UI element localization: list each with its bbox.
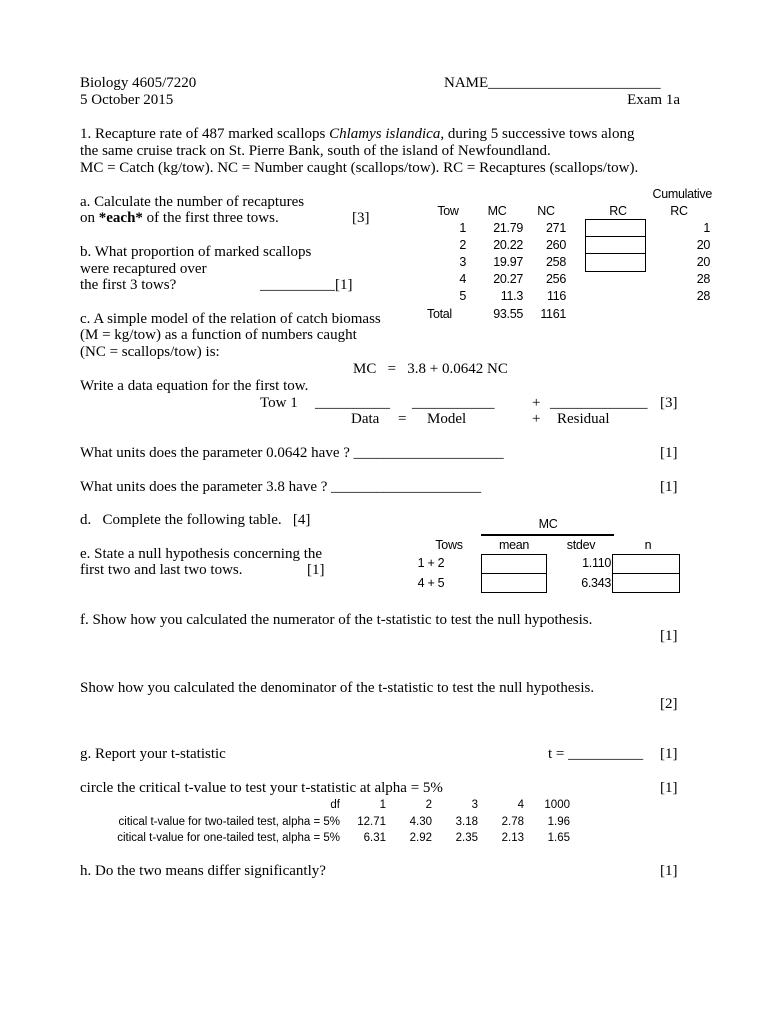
df-value: 2 [425,799,432,811]
n-input-box[interactable] [612,573,680,593]
question-b-line-1: b. What proportion of marked scallops [80,244,312,260]
data-equation-prompt: Write a data equation for the first tow. [80,378,309,394]
nc-value: 271 [546,221,566,235]
question-b-line-3: the first 3 tows? [80,277,177,293]
equals-sign: = [398,411,407,427]
course-code: Biology 4605/7220 [80,75,197,91]
units-question-1-marks: [1] [660,445,678,461]
critical-value-marks: [1] [660,780,678,796]
tow-header: Tow [437,204,459,218]
plus-sign: + [532,395,541,411]
units-question-2: What units does the parameter 3.8 have ? ____________________ [80,479,482,495]
t-statistic-answer[interactable]: t = __________ [548,746,644,762]
stdev-value: 6.343 [581,576,611,590]
mc-table-rule [481,534,614,536]
nc-value: 258 [546,255,566,269]
cumulative-rc-value: 20 [696,238,710,252]
model-blank[interactable]: ___________ [412,395,495,411]
question-e-line-1: e. State a null hypothesis concerning the [80,546,323,562]
question-d: d. Complete the following table. [4] [80,512,311,528]
question-c-line-2: (M = kg/tow) as a function of numbers caught [80,327,357,343]
question-e-line-2: first two and last two tows. [80,562,243,578]
data-label: Data [351,411,380,427]
mc-value: 20.22 [493,238,523,252]
question-a-text-a: on [80,210,99,226]
question-g-marks: [1] [660,746,678,762]
question-b-line-2: were recaptured over [80,261,207,277]
one-tailed-label: citical t-value for one-tailed test, alpha = 5% [117,832,340,844]
t-value[interactable]: 4.30 [409,816,432,828]
tows-header: Tows [435,538,463,552]
nc-value: 256 [546,272,566,286]
df-value: 1000 [544,799,570,811]
question-f-numerator: f. Show how you calculated the numerator of the t-statistic to test the null hypothesis. [80,612,593,628]
cumulative-rc-value: 20 [696,255,710,269]
question-c-line-1: c. A simple model of the relation of catch biomass [80,311,381,327]
t-value[interactable]: 2.35 [455,832,478,844]
two-tailed-label: citical t-value for two-tailed test, alpha = 5% [118,816,340,828]
tow-number: 4 [459,272,466,286]
mc-value: 21.79 [493,221,523,235]
cumulative-rc-value: 28 [696,272,710,286]
exam-label: Exam 1a [627,92,680,108]
nc-header: NC [537,204,555,218]
nc-value: 116 [546,289,566,303]
question-h: h. Do the two means differ significantly? [80,863,326,879]
df-value: 1 [379,799,386,811]
t-value[interactable]: 1.65 [547,832,570,844]
intro-text-a: 1. Recapture rate of 487 marked scallops [80,126,330,142]
question-a-text-b: of the first three tows. [142,210,279,226]
t-value[interactable]: 6.31 [363,832,386,844]
species-name: Chlamys islandica [329,126,441,142]
data-blank[interactable]: __________ [315,395,390,411]
intro-text-b: , during 5 successive tows along [440,126,635,142]
t-value[interactable]: 2.92 [409,832,432,844]
question-f-denominator: Show how you calculated the denominator of the t-statistic to test the null hypothesis. [80,680,595,696]
rc-header: RC [609,204,627,218]
question-f-denominator-marks: [2] [660,696,678,712]
n-input-box[interactable] [612,554,680,574]
residual-label: Residual [557,411,610,427]
mc-value: 19.97 [493,255,523,269]
question-c-line-3: (NC = scallops/tow) is: [80,344,220,360]
name-field: NAME_______________________ [444,75,661,91]
tow-number: 3 [459,255,466,269]
t-value[interactable]: 3.18 [455,816,478,828]
plus-sign-2: + [532,411,541,427]
mean-header: mean [498,538,530,552]
intro-line-2: the same cruise track on St. Pierre Bank, south of the island of Newfoundland. [80,143,551,159]
stdev-header: stdev [566,538,596,552]
units-question-1: What units does the parameter 0.0642 have ? ____________________ [80,445,504,461]
mc-value: 20.27 [493,272,523,286]
df-label: df [330,799,340,811]
cumulative-rc-value: 28 [696,289,710,303]
intro-line-3: MC = Catch (kg/tow). NC = Number caught (scallops/tow). RC = Recaptures (scallops/tow). [80,160,639,176]
nc-value: 260 [546,238,566,252]
mean-input-box[interactable] [481,573,547,593]
stdev-value: 1.110 [582,556,611,570]
question-h-marks: [1] [660,863,678,879]
cumulative-rc-header: RC [670,204,688,218]
tow-number: 1 [459,221,466,235]
question-a-line-2 [80,210,279,227]
mean-input-box[interactable] [481,554,547,574]
model-equation: MC = 3.8 + 0.0642 NC [353,361,508,377]
residual-blank[interactable]: _____________ [550,395,648,411]
t-value[interactable]: 2.78 [501,816,524,828]
df-value: 4 [517,799,524,811]
n-header: n [644,538,652,552]
tow-number: 2 [459,238,466,252]
question-a-line-1: a. Calculate the number of recaptures [80,194,305,210]
t-value[interactable]: 12.71 [357,816,386,828]
tow-1-label: Tow 1 [260,395,298,411]
mc-value: 11.3 [500,289,523,303]
question-a-marks: [3] [352,210,370,226]
cumulative-header: Cumulative [652,187,712,201]
question-a-emphasis: *each* [98,210,143,226]
t-value[interactable]: 2.13 [501,832,524,844]
question-e-marks: [1] [307,562,325,578]
intro-line-1 [80,126,634,143]
question-g: g. Report your t-statistic [80,746,226,762]
t-value[interactable]: 1.96 [547,816,570,828]
total-label: Total [427,307,452,321]
mc-table-title: MC [538,517,558,531]
df-value: 3 [471,799,478,811]
rc-input-box[interactable] [585,253,646,272]
tow-number: 5 [459,289,466,303]
total-mc: 93.55 [493,307,523,321]
question-f-numerator-marks: [1] [660,628,678,644]
tows-value: 4 + 5 [417,576,445,590]
cumulative-rc-value: 1 [703,221,710,235]
total-nc: 1161 [540,307,566,321]
mc-header: MC [487,204,507,218]
model-label: Model [427,411,467,427]
question-c-marks: [3] [660,395,678,411]
critical-value-prompt: circle the critical t-value to test your t-statistic at alpha = 5% [80,780,443,796]
question-b-answer: __________[1] [260,277,353,293]
exam-date: 5 October 2015 [80,92,174,108]
tows-value: 1 + 2 [417,556,445,570]
units-question-2-marks: [1] [660,479,678,495]
